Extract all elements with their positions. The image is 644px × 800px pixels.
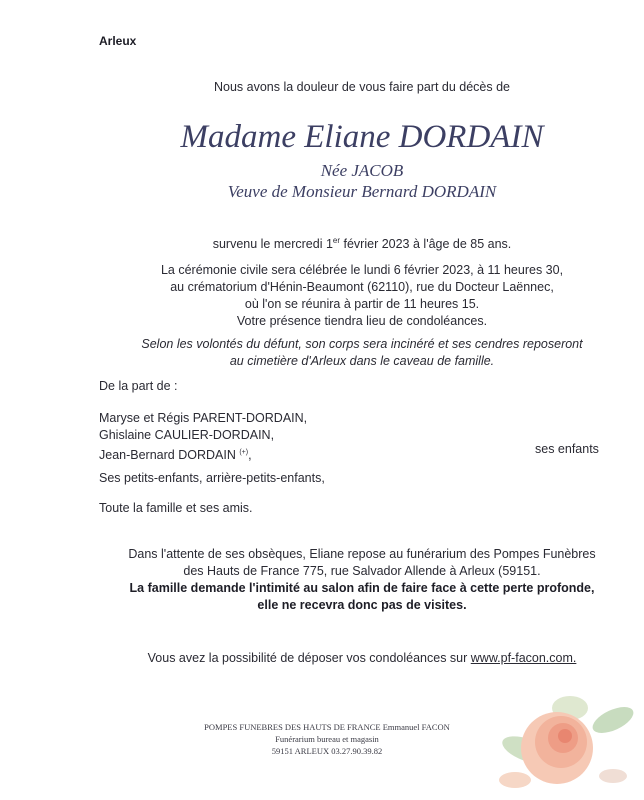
death-announcement — [0, 232, 644, 253]
funeral-bold-line: La famille demande l'intimité au salon afin de faire face à cette perte profonde, — [129, 581, 595, 595]
petal-shape — [599, 769, 627, 783]
child-last-name: Jean-Bernard DORDAIN — [99, 448, 236, 463]
condolences-line — [0, 650, 644, 667]
ceremony-block — [0, 262, 644, 330]
footer-subtitle: Funérarium bureau et magasin — [275, 734, 379, 744]
leaf-shape — [589, 702, 637, 739]
condolences-link[interactable]: www.pf-facon.com. — [470, 651, 577, 665]
death-superscript: er — [332, 236, 341, 245]
deceased-mark: (+) — [239, 449, 249, 456]
funeral-block — [0, 546, 644, 614]
ceremony-line: Votre présence tiendra lieu de condoléances. — [236, 314, 488, 328]
ceremony-line: où l'on se réunira à partir de 11 heures 15. — [244, 297, 480, 311]
child-name-last — [99, 444, 307, 464]
children-relation: ses enfants — [535, 442, 599, 456]
funeral-line: des Hauts de France 775, rue Salvador Allende à Arleux (59151. — [183, 564, 541, 578]
petal-shape — [499, 772, 531, 788]
wishes-line: au cimetière d'Arleux dans le caveau de famille. — [229, 354, 495, 368]
family-line: Toute la famille et ses amis. — [99, 501, 253, 515]
children-list — [99, 410, 307, 464]
footer-company: POMPES FUNEBRES DES HAUTS DE FRANCE Emmanuel FACON — [204, 722, 450, 732]
wishes-line: Selon les volontés du défunt, son corps sera incinéré et ses cendres reposeront — [141, 337, 583, 351]
funeral-line: Dans l'attente de ses obsèques, Eliane repose au funérarium des Pompes Funèbres — [128, 547, 596, 561]
rose-decoration-icon — [495, 680, 644, 795]
widow-of: Veuve de Monsieur Bernard DORDAIN — [227, 182, 497, 201]
rose-center — [558, 729, 572, 743]
death-text-start: survenu le mercredi 1 — [212, 237, 333, 252]
condolences-text: Vous avez la possibilité de déposer vos condoléances sur — [147, 651, 471, 665]
ceremony-line: au crématorium d'Hénin-Beaumont (62110), rue du Docteur Laënnec, — [170, 280, 554, 294]
footer-address: 59151 ARLEUX 03.27.90.39.82 — [271, 746, 383, 756]
child-name: Maryse et Régis PARENT-DORDAIN, — [99, 411, 308, 425]
child-name: Ghislaine CAULIER-DORDAIN, — [99, 428, 275, 442]
child-last-comma: , — [248, 448, 252, 463]
deceased-name: Madame Eliane DORDAIN — [180, 119, 544, 155]
wishes-block — [0, 336, 644, 370]
death-text-end: février 2023 à l'âge de 85 ans. — [340, 237, 512, 252]
intro-text: Nous avons la douleur de vous faire part du décès de — [213, 80, 511, 94]
from-label: De la part de : — [99, 379, 178, 393]
location-header: Arleux — [99, 34, 137, 48]
grandchildren-line: Ses petits-enfants, arrière-petits-enfants, — [99, 471, 325, 485]
maiden-name: Née JACOB — [320, 161, 404, 180]
ceremony-line: La cérémonie civile sera célébrée le lundi 6 février 2023, à 11 heures 30, — [160, 263, 564, 277]
funeral-bold-line: elle ne recevra donc pas de visites. — [257, 598, 467, 612]
